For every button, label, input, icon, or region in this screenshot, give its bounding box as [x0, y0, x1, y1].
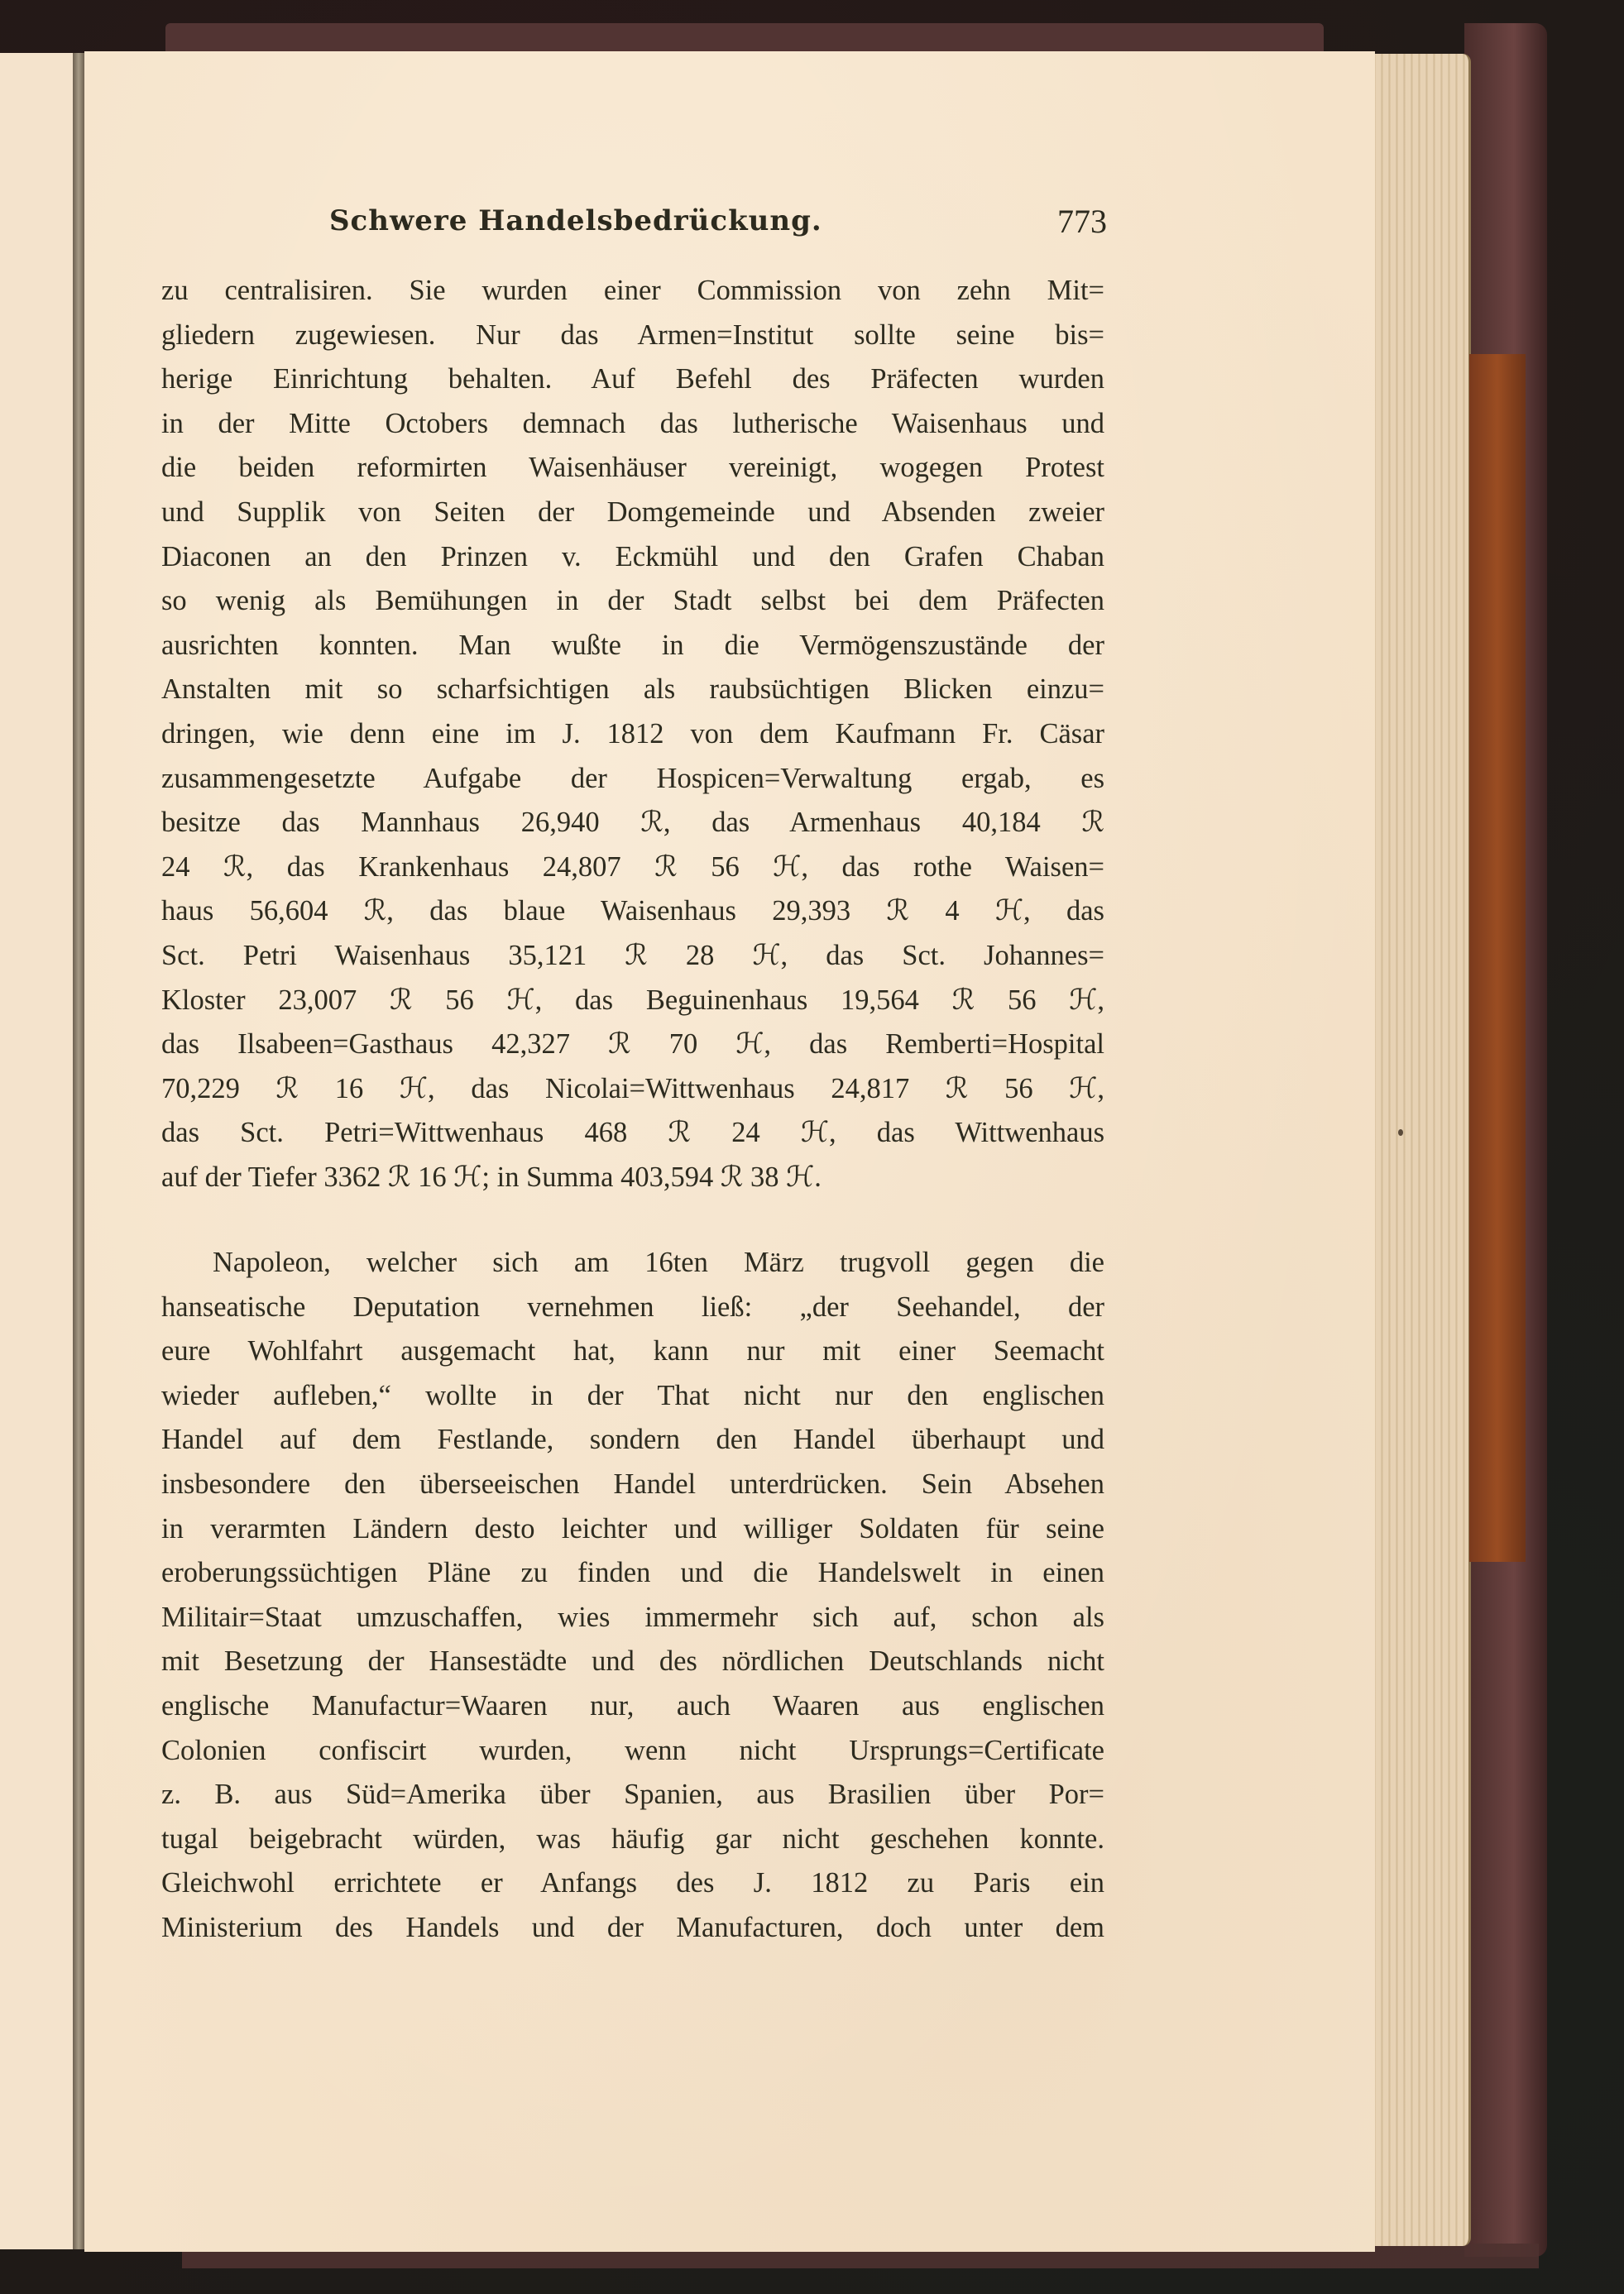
text-line: mit Besetzung der Hansestädte und des nördlichen Deutschlands nicht — [161, 1645, 1104, 1678]
text-line: 70,229 ℛ 16 ℋ, das Nicolai=Wittwenhaus 24,817 ℛ 56 ℋ, — [161, 1072, 1104, 1104]
text-line: Anstalten mit so scharfsichtigen als raubsüchtigen Blicken einzu= — [161, 673, 1104, 706]
text-line: das Sct. Petri=Wittwenhaus 468 ℛ 24 ℋ, das Wittwenhaus — [161, 1117, 1104, 1149]
page-number: 773 — [1057, 202, 1107, 240]
text-line: in der Mitte Octobers demnach das lutherische Waisenhaus und — [161, 407, 1104, 439]
text-line: Kloster 23,007 ℛ 56 ℋ, das Beguinenhaus 19,564 ℛ 56 ℋ, — [161, 984, 1104, 1016]
text-line: insbesondere den überseeischen Handel unterdrücken. Sein Absehen — [161, 1468, 1104, 1500]
text-line: tugal beigebracht würden, was häufig gar nicht geschehen konnte. — [161, 1822, 1104, 1855]
text-line: Diaconen an den Prinzen v. Eckmühl und den Grafen Chaban — [161, 540, 1104, 572]
text-line: Napoleon, welcher sich am 16ten März trugvoll gegen die — [213, 1247, 1104, 1278]
text-line: Ministerium des Handels und der Manufacturen, doch unter dem — [161, 1911, 1104, 1943]
text-line: und Supplik von Seiten der Domgemeinde und Absenden zweier — [161, 496, 1104, 528]
text-line: zusammengesetzte Aufgabe der Hospicen=Verwaltung ergab, es — [161, 762, 1104, 794]
text-line: so wenig als Bemühungen in der Stadt selbst bei dem Präfecten — [161, 585, 1104, 617]
text-line: eure Wohlfahrt ausgemacht hat, kann nur mit einer Seemacht — [161, 1335, 1104, 1367]
text-line: die beiden reformirten Waisenhäuser vereinigt, wogegen Protest — [161, 452, 1104, 484]
text-line: auf der Tiefer 3362 ℛ 16 ℋ; in Summa 403,594 ℛ 38 ℋ. — [161, 1161, 822, 1193]
text-line: haus 56,604 ℛ, das blaue Waisenhaus 29,393 ℛ 4 ℋ, das — [161, 895, 1104, 927]
text-line: herige Einrichtung behalten. Auf Befehl des Präfecten wurden — [161, 363, 1104, 395]
text-line: Handel auf dem Festlande, sondern den Handel überhaupt und — [161, 1424, 1104, 1456]
paragraph-1 — [161, 269, 1104, 1200]
paper-speck — [1398, 1129, 1403, 1136]
text-line: besitze das Mannhaus 26,940 ℛ, das Armenhaus 40,184 ℛ — [161, 807, 1104, 839]
text-line: englische Manufactur=Waaren nur, auch Waaren aus englischen — [161, 1689, 1104, 1722]
text-line: zu centralisiren. Sie wurden einer Commission von zehn Mit= — [161, 275, 1104, 306]
text-line: das Ilsabeen=Gasthaus 42,327 ℛ 70 ℋ, das Remberti=Hospital — [161, 1028, 1104, 1061]
text-line: Militair=Staat umzuschaffen, wies immermehr sich auf, schon als — [161, 1601, 1104, 1633]
text-line: ausrichten konnten. Man wußte in die Vermögenszustände der — [161, 629, 1104, 661]
text-line: eroberungssüchtigen Pläne zu finden und die Handelswelt in einen — [161, 1557, 1104, 1589]
text-line: in verarmten Ländern desto leichter und williger Soldaten für seine — [161, 1512, 1104, 1544]
running-title: Schwere Handelsbedrückung. — [329, 204, 822, 237]
text-line: Colonien confiscirt wurden, wenn nicht Ursprungs=Certificate — [161, 1734, 1104, 1766]
text-line: Gleichwohl errichtete er Anfangs des J. 1812 zu Paris ein — [161, 1867, 1104, 1899]
text-line: wieder aufleben,“ wollte in der That nicht nur den englischen — [161, 1379, 1104, 1411]
text-line: z. B. aus Süd=Amerika über Spanien, aus Brasilien über Por= — [161, 1779, 1104, 1811]
text-line: 24 ℛ, das Krankenhaus 24,807 ℛ 56 ℋ, das rothe Waisen= — [161, 850, 1104, 883]
text-line: dringen, wie denn eine im J. 1812 von dem Kaufmann Fr. Cäsar — [161, 717, 1104, 750]
text-line: gliedern zugewiesen. Nur das Armen=Institut sollte seine bis= — [161, 318, 1104, 351]
facing-page-left — [0, 53, 76, 2249]
paragraph-2 — [161, 1241, 1104, 1951]
book-gutter — [73, 53, 84, 2249]
text-line: Sct. Petri Waisenhaus 35,121 ℛ 28 ℋ, das Sct. Johannes= — [161, 939, 1104, 971]
bookmark-ribbon — [1469, 354, 1526, 1562]
text-line: hanseatische Deputation vernehmen ließ: „der Seehandel, der — [161, 1291, 1104, 1323]
running-header — [329, 200, 1107, 242]
